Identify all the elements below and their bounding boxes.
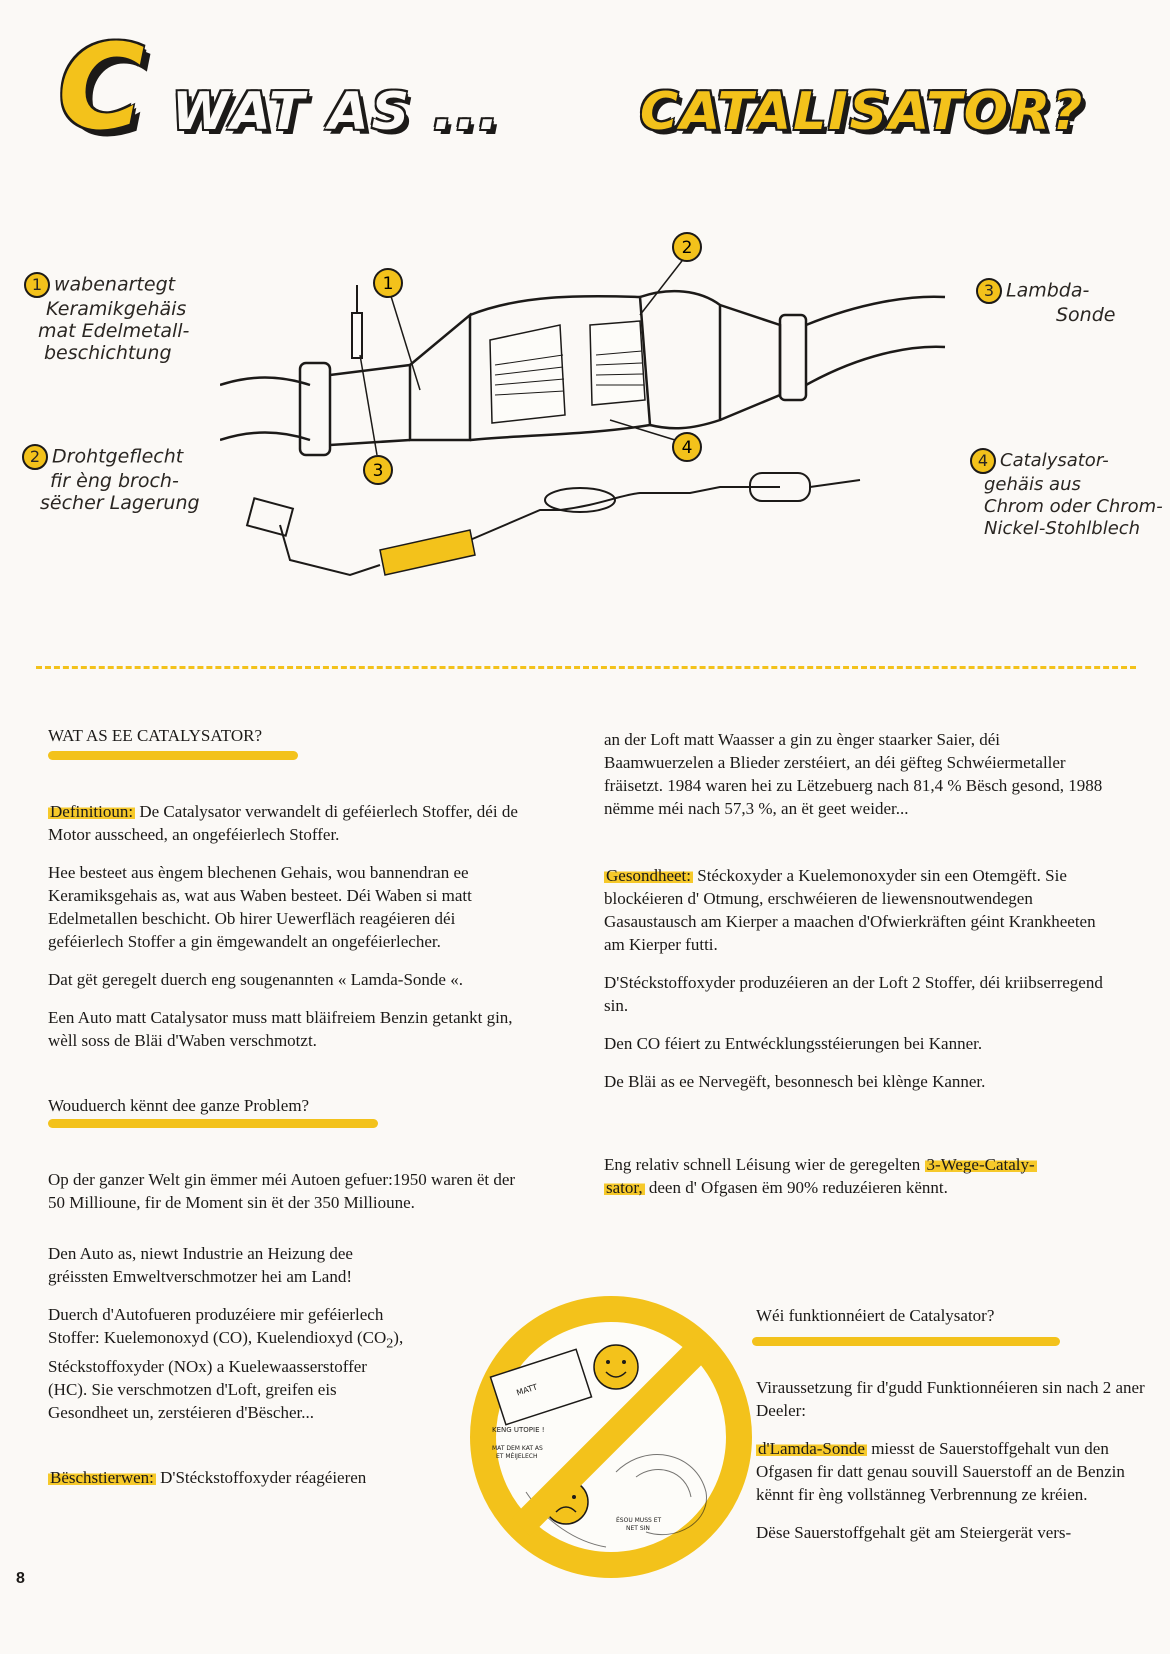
sign-text-line: MAT DEM KAT AS — [492, 1445, 543, 1452]
paragraph: D'Stéckstoffoxyder produzéieren an der Loft 2 Stoffer, déi kriibserregend sin. — [604, 973, 1103, 1015]
diagram-number-1-text: 1 — [382, 274, 394, 294]
heading-underline — [48, 1119, 378, 1128]
solution-highlight: sator, — [606, 1178, 643, 1197]
heading-underline — [752, 1337, 1060, 1346]
label-3 — [976, 278, 1115, 326]
diagram-number-4 — [673, 433, 701, 461]
paragraph: De Bläi as ee Nervegëft, besonnesch bei klènge Kanner. — [604, 1072, 986, 1091]
title-part1: WAT AS ... — [172, 82, 502, 142]
heading-underline — [48, 751, 298, 760]
label-1-line: mat Edelmetall- — [38, 320, 190, 342]
catalyst-diagram — [220, 225, 950, 615]
heading-function: Wéi funktionnéiert de Catalysator? — [756, 1306, 995, 1325]
label-1-line: Keramikgehäis — [46, 298, 187, 320]
title-part2: CATALISATOR? — [640, 82, 1085, 142]
diagram-number-2 — [673, 233, 701, 261]
paragraph: Hee besteet aus èngem blechenen Gehais, wou bannendran ee Keramiksgehais as, wat aus Waben besteet. Déi Waben si matt Edelmetallen beschicht. Ob hirer Uewerfläch reagéieren déi geféierlech Stoffer a gin ëmgewandelt an ongeféierlecher. — [48, 863, 472, 951]
left-column — [48, 724, 528, 1504]
paragraph: Dëse Sauerstoffgehalt gët am Steiergerät vers- — [756, 1523, 1072, 1542]
lambda-label: d'Lamda-Sonde — [758, 1439, 865, 1458]
paragraph: Viraussetzung fir d'gudd Funktionnéieren sin nach 2 aner Deeler: — [756, 1378, 1145, 1420]
happy-face-icon — [594, 1345, 638, 1389]
solution-paragraph — [604, 1153, 1104, 1199]
diagram-number-2-text: 2 — [681, 238, 693, 258]
page-number: 8 — [16, 1570, 25, 1587]
paragraph: Dat gët geregelt duerch eng sougenannten « Lamda-Sonde «. — [48, 970, 463, 989]
diagram-number-3-text: 3 — [372, 461, 384, 481]
pollutants-text: ), Stéckstoffoxyder (NOx) a Kuelewaasserstoffer (HC). Sie verschmotzen d'Loft, greifen eis Gesondheet un, zerstéieren d'Bëscher... — [48, 1328, 404, 1423]
label-1-line: wabenartegt — [54, 273, 176, 296]
label-1-number: 1 — [24, 272, 50, 298]
label-2-line: Drohtgeflecht — [52, 445, 184, 468]
sign-utopie-text: KENG UTOPIE ! — [492, 1426, 545, 1434]
section-divider — [36, 666, 1136, 669]
label-1-line: beschichtung — [44, 342, 172, 364]
label-3-line: Lambda- — [1006, 279, 1090, 302]
label-4-number: 4 — [970, 448, 996, 474]
definition-label: Definitioun: — [50, 802, 134, 821]
health-paragraph — [604, 864, 1104, 956]
function-section — [756, 1304, 1146, 1559]
lambda-paragraph — [756, 1437, 1146, 1506]
label-4-line: Catalysator- — [1000, 450, 1109, 471]
health-text: Stéckoxyder a Kuelemonoxyder sin een Otemgëft. Sie blockéieren d' Otmung, erschwéieren de liewensnoutwendegen Gasaustausch am Kierper a maachen d'Ofwierkräften géint Krankheeten am Kierper futti. — [604, 866, 1096, 954]
pollutants-text: Duerch d'Autofueren produzéiere mir geféierlech Stoffer: Kuelemonoxyd (CO), Kuelendioxyd (CO — [48, 1305, 387, 1347]
heading-problem: Wouduerch kënnt dee ganze Problem? — [48, 1096, 310, 1115]
paragraph: Den Auto as, niewt Industrie an Heizung dee gréissten Emweltverschmotzer hei am Land! — [48, 1244, 353, 1286]
label-2-line: sëcher Lagerung — [40, 492, 200, 514]
sign-matt-label: MATT — [515, 1382, 539, 1398]
diagram-number-4-text: 4 — [681, 438, 693, 458]
forest-text: D'Stéckstoffoxyder réagéieren — [155, 1468, 367, 1488]
paragraph-pollutants — [48, 1303, 408, 1424]
label-4-line: Chrom oder Chrom- — [984, 496, 1163, 517]
forest-label: Bëschstierwen: — [50, 1468, 154, 1488]
sign-text-line: NET SIN — [626, 1525, 650, 1532]
forest-paragraph — [48, 1466, 528, 1489]
paragraph: an der Loft matt Waasser a gin zu ènger staarker Saier, déi Baamwuerzelen a Blieder zerstéiert, an déi gëfteg Schwéiermetaller fräisetzt. 1984 waren hei zu Lëtzebuerg nach 81,4 % Bësch gesond, 1988 nëmme méi nach 57,3 %, an ët geet weider... — [604, 730, 1103, 818]
solution-text: Eng relativ schnell Léisung wier de geregelten — [604, 1155, 925, 1174]
label-2-number: 2 — [22, 444, 48, 470]
paragraph: Een Auto matt Catalysator muss matt bläifreiem Benzin getankt gin, wèll soss de Bläi d'Waben verschmotzt. — [48, 1008, 513, 1050]
label-3-line: Sonde — [1056, 304, 1116, 326]
paragraph: Op der ganzer Welt gin ëmmer méi Autoen gefuer:1950 waren ët der 50 Millioune, fir de Moment sin ët der 350 Millioune. — [48, 1170, 516, 1212]
diagram-number-1 — [374, 269, 402, 297]
lambda-text: miesst de Sauerstoffgehalt vun den Ofgasen fir datt genau souvill Sauerstoff an de Benzin kënnt fir èng vollstänneg Verbrennung ze kréien. — [756, 1439, 1125, 1504]
label-2 — [22, 444, 200, 514]
sign-text-line: ÉSOU MUSS ET — [616, 1517, 662, 1524]
title-letter: C — [58, 18, 145, 156]
solution-text: deen d' Ofgasen ëm 90% reduzéieren kënnt. — [644, 1178, 948, 1197]
label-2-line: fir èng broch- — [50, 470, 179, 492]
paragraph: Den CO féiert zu Entwécklungsstéierungen bei Kanner. — [604, 1034, 983, 1053]
label-1 — [24, 272, 189, 364]
label-4-line: gehäis aus — [984, 474, 1081, 495]
diagram-number-3 — [364, 456, 392, 484]
definition-paragraph — [48, 800, 528, 846]
label-3-number: 3 — [976, 278, 1002, 304]
sign-text-line: ET MÉIJELECH — [496, 1453, 538, 1460]
subscript: 2 — [386, 1335, 394, 1352]
label-4 — [970, 448, 1163, 540]
label-4-line: Nickel-Stohlblech — [984, 518, 1141, 539]
right-column — [604, 728, 1104, 1214]
heading-what-is: WAT AS EE CATALYSATOR? — [48, 726, 263, 745]
prohibition-sign-illustration — [466, 1292, 756, 1582]
health-label: Gesondheet: — [606, 866, 691, 885]
solution-highlight: 3-Wege-Cataly- — [926, 1155, 1035, 1174]
definition-text: De Catalysator verwandelt di geféierlech Stoffer, déi de Motor ausscheed, an ongeféierlech Stoffer. — [48, 802, 518, 844]
